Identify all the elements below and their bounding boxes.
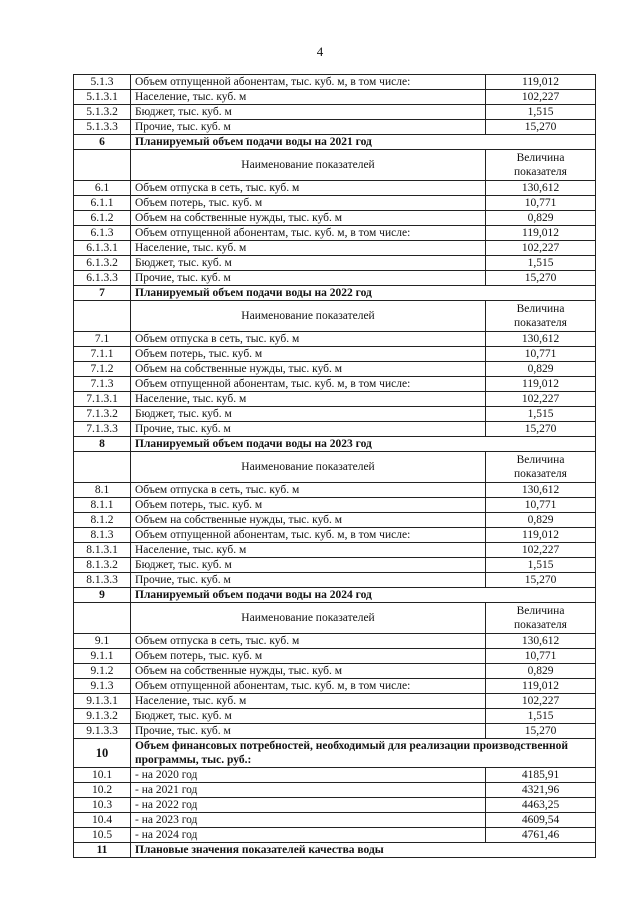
row-value: 119,012 — [486, 226, 596, 241]
row-value: 1,515 — [486, 105, 596, 120]
section-row — [74, 739, 596, 768]
table-row — [74, 813, 596, 828]
row-label: - на 2021 год — [131, 783, 486, 798]
row-value: 4609,54 — [486, 813, 596, 828]
table-row — [74, 768, 596, 783]
row-value: 130,612 — [486, 332, 596, 347]
row-label: Объем на собственные нужды, тыс. куб. м — [131, 513, 486, 528]
header-empty-cell — [74, 452, 131, 483]
row-number: 8.1.3.2 — [74, 558, 131, 573]
row-number: 8.1.1 — [74, 498, 131, 513]
row-number: 6.1.3.1 — [74, 241, 131, 256]
header-name-cell: Наименование показателей — [131, 603, 486, 634]
row-number: 6.1 — [74, 181, 131, 196]
table-row — [74, 271, 596, 286]
row-label: Население, тыс. куб. м — [131, 241, 486, 256]
table-row — [74, 798, 596, 813]
header-name-cell: Наименование показателей — [131, 452, 486, 483]
table-row — [74, 694, 596, 709]
section-row — [74, 588, 596, 603]
row-label: Прочие, тыс. куб. м — [131, 120, 486, 135]
section-title: Планируемый объем подачи воды на 2024 год — [131, 588, 596, 603]
row-number: 8.1 — [74, 483, 131, 498]
row-label: Объем на собственные нужды, тыс. куб. м — [131, 362, 486, 377]
table-row — [74, 543, 596, 558]
row-value: 119,012 — [486, 528, 596, 543]
table-row — [74, 422, 596, 437]
header-value-cell: Величина показателя — [486, 452, 596, 483]
row-value: 15,270 — [486, 724, 596, 739]
row-label: Объем отпущенной абонентам, тыс. куб. м, в том числе: — [131, 226, 486, 241]
row-value: 130,612 — [486, 483, 596, 498]
row-label: Население, тыс. куб. м — [131, 694, 486, 709]
row-value: 0,829 — [486, 664, 596, 679]
table-row — [74, 783, 596, 798]
production-program-table — [73, 74, 596, 858]
table-row — [74, 377, 596, 392]
header-empty-cell — [74, 301, 131, 332]
row-value: 10,771 — [486, 196, 596, 211]
row-label: - на 2020 год — [131, 768, 486, 783]
row-label: Объем отпуска в сеть, тыс. куб. м — [131, 634, 486, 649]
row-number: 10.2 — [74, 783, 131, 798]
section-number: 10 — [74, 739, 131, 768]
row-value: 119,012 — [486, 75, 596, 90]
table-row — [74, 105, 596, 120]
row-label: Объем потерь, тыс. куб. м — [131, 649, 486, 664]
row-label: Объем отпуска в сеть, тыс. куб. м — [131, 483, 486, 498]
table-row — [74, 226, 596, 241]
header-empty-cell — [74, 150, 131, 181]
column-header-row — [74, 452, 596, 483]
row-label: Население, тыс. куб. м — [131, 543, 486, 558]
row-number: 8.1.3.1 — [74, 543, 131, 558]
table-row — [74, 256, 596, 271]
row-value: 10,771 — [486, 347, 596, 362]
row-label: Бюджет, тыс. куб. м — [131, 105, 486, 120]
row-value: 10,771 — [486, 649, 596, 664]
row-label: Население, тыс. куб. м — [131, 392, 486, 407]
row-label: Прочие, тыс. куб. м — [131, 271, 486, 286]
row-label: Объем отпущенной абонентам, тыс. куб. м, в том числе: — [131, 679, 486, 694]
row-label: Объем отпущенной абонентам, тыс. куб. м, в том числе: — [131, 528, 486, 543]
table-row — [74, 649, 596, 664]
header-name-cell: Наименование показателей — [131, 150, 486, 181]
table-row — [74, 528, 596, 543]
table-row — [74, 196, 596, 211]
row-value: 15,270 — [486, 271, 596, 286]
table-row — [74, 75, 596, 90]
row-label: - на 2023 год — [131, 813, 486, 828]
row-label: Объем на собственные нужды, тыс. куб. м — [131, 664, 486, 679]
row-number: 5.1.3.3 — [74, 120, 131, 135]
row-number: 9.1.3.2 — [74, 709, 131, 724]
row-value: 0,829 — [486, 211, 596, 226]
section-row — [74, 135, 596, 150]
section-number: 9 — [74, 588, 131, 603]
row-number: 7.1.2 — [74, 362, 131, 377]
row-number: 6.1.2 — [74, 211, 131, 226]
row-number: 6.1.3.2 — [74, 256, 131, 271]
row-value: 102,227 — [486, 694, 596, 709]
row-number: 6.1.1 — [74, 196, 131, 211]
table-row — [74, 709, 596, 724]
row-value: 1,515 — [486, 709, 596, 724]
section-title: Планируемый объем подачи воды на 2022 год — [131, 286, 596, 301]
row-value: 10,771 — [486, 498, 596, 513]
row-value: 119,012 — [486, 679, 596, 694]
header-value-cell: Величина показателя — [486, 301, 596, 332]
row-value: 4321,96 — [486, 783, 596, 798]
row-label: Прочие, тыс. куб. м — [131, 573, 486, 588]
table-row — [74, 828, 596, 843]
section-number: 8 — [74, 437, 131, 452]
section-number: 6 — [74, 135, 131, 150]
row-label: Прочие, тыс. куб. м — [131, 422, 486, 437]
header-value-cell: Величина показателя — [486, 150, 596, 181]
row-value: 102,227 — [486, 543, 596, 558]
row-label: Объем отпущенной абонентам, тыс. куб. м, в том числе: — [131, 75, 486, 90]
column-header-row — [74, 301, 596, 332]
row-value: 1,515 — [486, 256, 596, 271]
table-row — [74, 332, 596, 347]
section-number: 11 — [74, 843, 131, 858]
section-row — [74, 843, 596, 858]
row-label: Объем потерь, тыс. куб. м — [131, 196, 486, 211]
row-value: 102,227 — [486, 392, 596, 407]
row-value: 1,515 — [486, 407, 596, 422]
table-row — [74, 498, 596, 513]
column-header-row — [74, 603, 596, 634]
row-number: 7.1.3 — [74, 377, 131, 392]
row-number: 6.1.3.3 — [74, 271, 131, 286]
table-row — [74, 679, 596, 694]
row-number: 10.4 — [74, 813, 131, 828]
row-label: Объем отпуска в сеть, тыс. куб. м — [131, 332, 486, 347]
row-label: Объем потерь, тыс. куб. м — [131, 498, 486, 513]
row-label: - на 2024 год — [131, 828, 486, 843]
row-number: 8.1.2 — [74, 513, 131, 528]
section-title: Объем финансовых потребностей, необходимый для реализации производственной программы, тыс. руб.: — [131, 739, 596, 768]
table-row — [74, 241, 596, 256]
table-row — [74, 573, 596, 588]
row-label: Прочие, тыс. куб. м — [131, 724, 486, 739]
table-row — [74, 724, 596, 739]
row-number: 9.1.3.3 — [74, 724, 131, 739]
row-value: 4463,25 — [486, 798, 596, 813]
table-row — [74, 634, 596, 649]
row-number: 9.1.3.1 — [74, 694, 131, 709]
row-number: 9.1.2 — [74, 664, 131, 679]
header-empty-cell — [74, 603, 131, 634]
row-number: 6.1.3 — [74, 226, 131, 241]
row-value: 119,012 — [486, 377, 596, 392]
column-header-row — [74, 150, 596, 181]
table-row — [74, 120, 596, 135]
row-number: 7.1.3.2 — [74, 407, 131, 422]
row-number: 5.1.3.2 — [74, 105, 131, 120]
section-row — [74, 286, 596, 301]
row-label: Бюджет, тыс. куб. м — [131, 709, 486, 724]
table-row — [74, 362, 596, 377]
row-value: 4185,91 — [486, 768, 596, 783]
table-row — [74, 392, 596, 407]
row-number: 5.1.3 — [74, 75, 131, 90]
row-number: 5.1.3.1 — [74, 90, 131, 105]
row-number: 7.1.1 — [74, 347, 131, 362]
row-value: 1,515 — [486, 558, 596, 573]
table-row — [74, 513, 596, 528]
row-value: 15,270 — [486, 120, 596, 135]
section-title: Плановые значения показателей качества воды — [131, 843, 596, 858]
row-label: Население, тыс. куб. м — [131, 90, 486, 105]
section-row — [74, 437, 596, 452]
table-body — [74, 75, 596, 858]
row-number: 7.1.3.3 — [74, 422, 131, 437]
row-label: - на 2022 год — [131, 798, 486, 813]
header-value-cell: Величина показателя — [486, 603, 596, 634]
row-number: 8.1.3 — [74, 528, 131, 543]
table-row — [74, 664, 596, 679]
table-row — [74, 181, 596, 196]
row-label: Бюджет, тыс. куб. м — [131, 256, 486, 271]
row-label: Бюджет, тыс. куб. м — [131, 407, 486, 422]
row-value: 0,829 — [486, 513, 596, 528]
row-label: Объем на собственные нужды, тыс. куб. м — [131, 211, 486, 226]
row-value: 4761,46 — [486, 828, 596, 843]
row-value: 102,227 — [486, 90, 596, 105]
row-label: Объем отпущенной абонентам, тыс. куб. м, в том числе: — [131, 377, 486, 392]
header-name-cell: Наименование показателей — [131, 301, 486, 332]
table-row — [74, 483, 596, 498]
row-number: 10.5 — [74, 828, 131, 843]
row-value: 15,270 — [486, 573, 596, 588]
row-value: 130,612 — [486, 634, 596, 649]
row-number: 10.1 — [74, 768, 131, 783]
row-label: Объем отпуска в сеть, тыс. куб. м — [131, 181, 486, 196]
table-row — [74, 211, 596, 226]
table-row — [74, 558, 596, 573]
row-value: 102,227 — [486, 241, 596, 256]
row-number: 8.1.3.3 — [74, 573, 131, 588]
row-label: Объем потерь, тыс. куб. м — [131, 347, 486, 362]
row-number: 9.1.3 — [74, 679, 131, 694]
row-number: 10.3 — [74, 798, 131, 813]
section-title: Планируемый объем подачи воды на 2023 год — [131, 437, 596, 452]
row-number: 7.1.3.1 — [74, 392, 131, 407]
page-number: 4 — [316, 44, 324, 59]
row-number: 9.1.1 — [74, 649, 131, 664]
table-row — [74, 347, 596, 362]
row-value: 0,829 — [486, 362, 596, 377]
row-label: Бюджет, тыс. куб. м — [131, 558, 486, 573]
section-title: Планируемый объем подачи воды на 2021 год — [131, 135, 596, 150]
row-number: 9.1 — [74, 634, 131, 649]
row-value: 130,612 — [486, 181, 596, 196]
row-value: 15,270 — [486, 422, 596, 437]
section-number: 7 — [74, 286, 131, 301]
table-row — [74, 90, 596, 105]
row-number: 7.1 — [74, 332, 131, 347]
table-row — [74, 407, 596, 422]
